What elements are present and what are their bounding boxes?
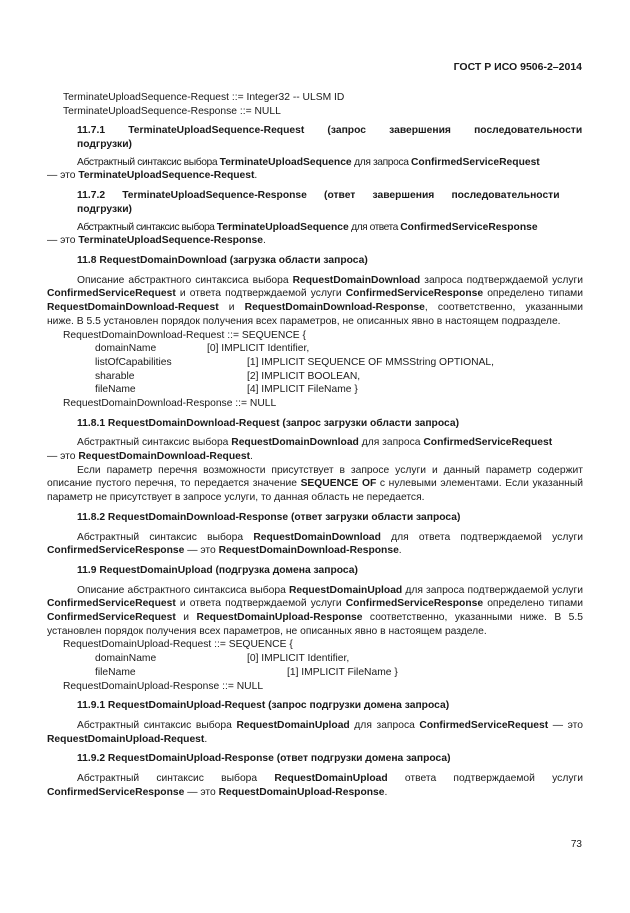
section-heading-11-7-2: 11.7.2 TerminateUploadSequence-Response (ответ завершения последовательности подгрузки) xyxy=(77,190,560,215)
paragraph: Абстрактный синтаксис выбора TerminateUploadSequence для запроса ConfirmedServiceRequest — это TerminateUploadSequence-Request. xyxy=(47,156,540,182)
code-line: TerminateUploadSequence-Request ::= Integer32 -- ULSM ID xyxy=(63,92,345,103)
code-line: RequestDomainUpload-Response ::= NULL xyxy=(63,680,264,692)
code-line: RequestDomainDownload-Response ::= NULL xyxy=(63,397,277,409)
page-number: 73 xyxy=(570,839,582,850)
code-line: TerminateUploadSequence-Response ::= NULL xyxy=(63,105,281,117)
page-body xyxy=(47,91,583,799)
paragraph: Описание абстрактного синтаксиса выбора RequestDomainDownload запроса подтверждаемой услуги ConfirmedServiceRequest и ответа подтверждаемой услуги ConfirmedServiceResponse определено типами RequestDomainDownload-Request и RequestDomainDownload-Response, соответственно, указанными ниже. В 5.5 установлен порядок получения всех параметров, не описанных явно в настоящем подразделе. xyxy=(47,274,583,327)
paragraph: Абстрактный синтаксис выбора RequestDomainDownload для запроса ConfirmedServiceRequest — это RequestDomainDownload-Request. xyxy=(47,437,553,463)
section-heading-11-8-1: 11.8.1 RequestDomainDownload-Request (запрос загрузки области запроса) xyxy=(77,417,460,429)
section-heading-11-9-2: 11.9.2 RequestDomainUpload-Response (ответ подгрузки домена запроса) xyxy=(77,753,451,765)
section-heading-11-9-1: 11.9.1 RequestDomainUpload-Request (запрос подгрузки домена запроса) xyxy=(77,700,450,712)
paragraph: Абстрактный синтаксис выбора RequestDomainUpload ответа подтверждаемой услуги ConfirmedServiceResponse — это RequestDomainUpload-Response. xyxy=(47,773,583,798)
section-heading-11-7-1: 11.7.1 TerminateUploadSequence-Request (запрос завершения последовательности подгрузки) xyxy=(77,125,583,151)
code-line: sharable [2] IMPLICIT BOOLEAN, xyxy=(95,370,361,382)
section-heading-11-9: 11.9 RequestDomainUpload (подгрузка домена запроса) xyxy=(77,564,358,576)
section-heading-11-8-2: 11.8.2 RequestDomainDownload-Response (ответ загрузки области запроса) xyxy=(77,511,461,523)
code-line: RequestDomainUpload-Request ::= SEQUENCE { xyxy=(63,639,293,651)
code-line: fileName [1] IMPLICIT FileName } xyxy=(95,666,398,678)
paragraph: Описание абстрактного синтаксиса выбора RequestDomainUpload для запроса подтверждаемой услуги ConfirmedServiceRequest и ответа подтверждаемой услуги ConfirmedServiceResponse определено типами ConfirmedServiceRequest и RequestDomainUpload-Response соответственно, указанными ниже. В 5.5 установлен порядок получения всех параметров, не описанных явно в настоящем разделе. xyxy=(47,584,583,637)
section-heading-11-8: 11.8 RequestDomainDownload (загрузка области запроса) xyxy=(77,255,368,266)
paragraph: Абстрактный синтаксис выбора TerminateUploadSequence для ответа ConfirmedServiceResponse — это TerminateUploadSequence-Response. xyxy=(47,221,538,247)
standard-header: ГОСТ Р ИСО 9506-2–2014 xyxy=(453,61,582,73)
code-line: domainName [0] IMPLICIT Identifier, xyxy=(95,343,310,355)
paragraph: Если параметр перечня возможности присутствует в запросе услуги и данный параметр содержит описание пустого перечня, то передается значение SEQUENCE OF с нулевыми элементами. Если указанный параметр не присутствует в запросе услуги, то данная область не передается. xyxy=(47,464,583,504)
code-line: listOfCapabilities [1] IMPLICIT SEQUENCE OF MMSString OPTIONAL, xyxy=(95,356,494,368)
code-line: RequestDomainDownload-Request ::= SEQUENCE { xyxy=(63,329,306,341)
code-line: fileName [4] IMPLICIT FileName } xyxy=(95,384,358,396)
code-line: domainName [0] IMPLICIT Identifier, xyxy=(95,653,350,665)
paragraph: Абстрактный синтаксис выбора RequestDomainDownload для ответа подтверждаемой услуги ConfirmedServiceResponse — это RequestDomainDownload-Response. xyxy=(47,531,583,557)
paragraph: Абстрактный синтаксис выбора RequestDomainUpload для запроса ConfirmedServiceRequest — это RequestDomainUpload-Request. xyxy=(47,719,584,745)
